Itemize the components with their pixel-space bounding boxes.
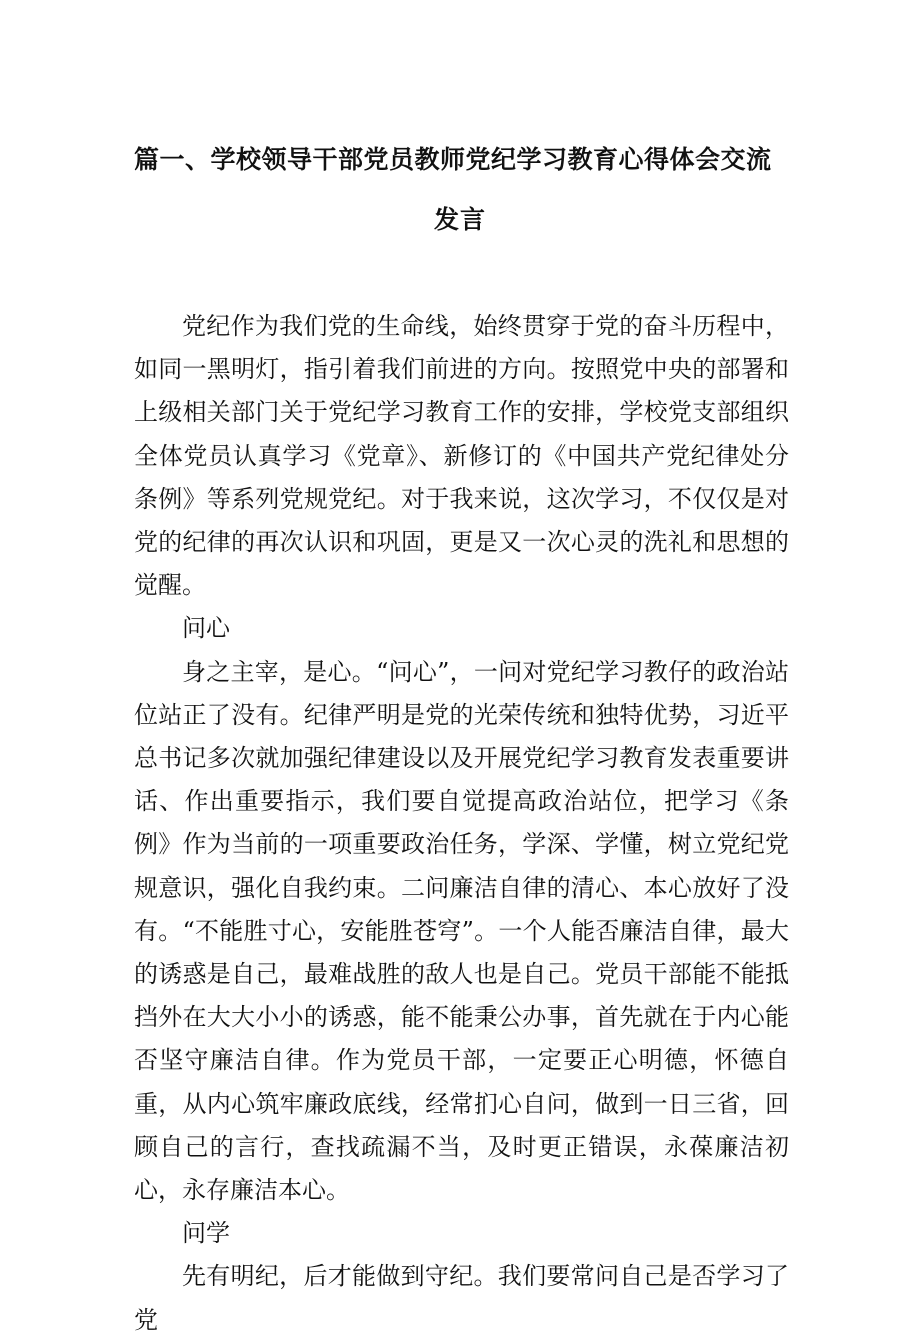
document-title-line-1: 篇一、学校领导干部党员教师党纪学习教育心得体会交流 (134, 145, 772, 174)
paragraph-intro: 党纪作为我们党的生命线，始终贯穿于党的奋斗历程中，如同一黑明灯，指引着我们前进的方向。按照党中央的部署和上级相关部门关于党纪学习教育工作的安排，学校党支部组织全体党员认真学习《党章》、新修订的《中国共产党纪律处分条例》等系列党规党纪。对于我来说，这次学习，不仅仅是对党的纪律的再次认识和巩固，更是又一次心灵的洗礼和思想的觉醒。 (134, 312, 789, 600)
paragraph-wenxue: 先有明纪，后才能做到守纪。我们要常问自己是否学习了党 (134, 1262, 789, 1334)
paragraph-wenxin: 身之主宰，是心。“问心”，一问对党纪学习教仔的政治站位站正了没有。纪律严明是党的光荣传统和独特优势，习近平总书记多次就加强纪律建设以及开展党纪学习教育发表重要讲话、作出重要指示，我们要自觉提高政治站位，把学习《条例》作为当前的一项重要政治任务，学深、学懂，树立党纪党规意识，强化自我约束。二问廉洁自律的清心、本心放好了没有。“不能胜寸心，安能胜苍穹”。一个人能否廉洁自律，最大的诱惑是自己，最难战胜的敌人也是自己。党员干部能不能抵挡外在大大小小的诱惑，能不能秉公办事，首先就在于内心能否坚守廉洁自律。作为党员干部，一定要正心明德，怀德自重，从内心筑牢廉政底线，经常扪心自问，做到一日三省，回顾自己的言行，查找疏漏不当，及时更正错误，永葆廉洁初心，永存廉洁本心。 (134, 657, 789, 1205)
document-title-line-2: 发言 (433, 205, 486, 234)
document-body (134, 305, 789, 1342)
section-heading-wenxue: 问学 (182, 1219, 230, 1248)
section-heading-wenxin: 问心 (182, 614, 230, 643)
